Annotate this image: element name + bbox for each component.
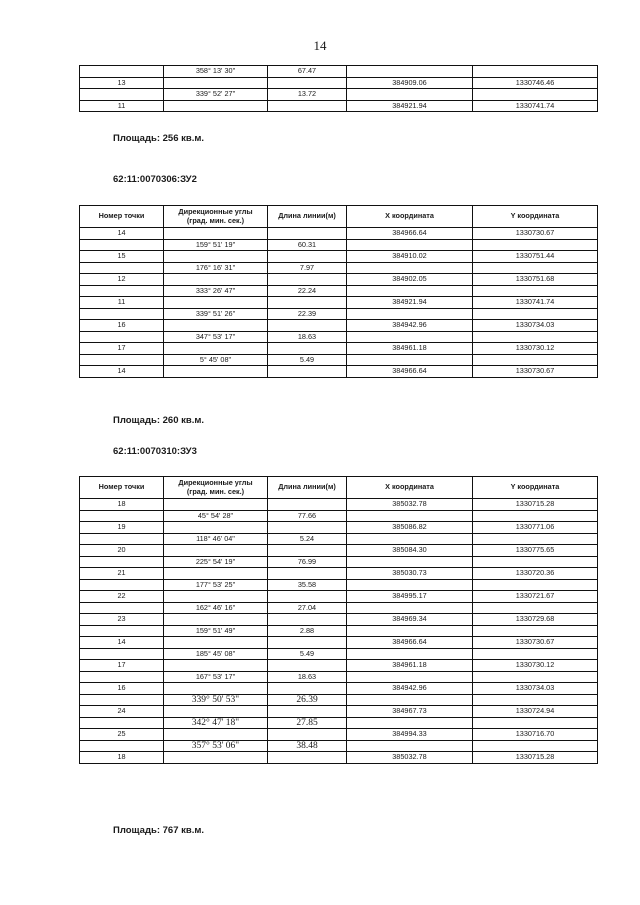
point-number-cell: 23 [80, 614, 164, 626]
empty-cell [268, 637, 347, 649]
point-row [80, 637, 598, 649]
empty-cell [80, 648, 164, 660]
empty-cell [473, 354, 598, 366]
empty-cell [164, 297, 268, 309]
y-coordinate-cell: 1330771.06 [473, 522, 598, 534]
y-coordinate-cell: 1330734.03 [473, 320, 598, 332]
point-row [80, 591, 598, 603]
segment-row [80, 239, 598, 251]
point-number-cell: 21 [80, 568, 164, 580]
empty-cell [164, 752, 268, 764]
empty-cell [164, 320, 268, 332]
segment-row [80, 89, 598, 101]
empty-cell [268, 228, 347, 240]
empty-cell [473, 556, 598, 568]
point-row [80, 228, 598, 240]
point-number-cell: 12 [80, 274, 164, 286]
empty-cell [268, 568, 347, 580]
empty-cell [164, 545, 268, 557]
segment-row [80, 671, 598, 683]
line-length-cell: 67.47 [268, 66, 347, 78]
point-number-cell: 13 [80, 77, 164, 89]
empty-cell [268, 100, 347, 112]
line-length-cell: 7.97 [268, 262, 347, 274]
point-number-cell: 14 [80, 637, 164, 649]
line-length-cell: 18.63 [268, 331, 347, 343]
empty-cell [80, 694, 164, 706]
y-coordinate-cell: 1330734.03 [473, 683, 598, 695]
point-row [80, 706, 598, 718]
point-number-cell: 24 [80, 706, 164, 718]
y-coordinate-cell: 1330724.94 [473, 706, 598, 718]
empty-cell [164, 568, 268, 580]
coordinates-table-2 [79, 205, 598, 378]
point-number-cell: 11 [80, 297, 164, 309]
point-number-cell: 17 [80, 343, 164, 355]
empty-cell [164, 729, 268, 741]
header-x: X координата [347, 206, 473, 228]
empty-cell [80, 66, 164, 78]
point-number-cell: 20 [80, 545, 164, 557]
segment-row [80, 354, 598, 366]
empty-cell [347, 579, 473, 591]
point-number-cell: 22 [80, 591, 164, 603]
line-length-cell: 27.04 [268, 602, 347, 614]
empty-cell [164, 660, 268, 672]
empty-cell [164, 683, 268, 695]
y-coordinate-cell: 1330751.44 [473, 251, 598, 263]
x-coordinate-cell: 384969.34 [347, 614, 473, 626]
x-coordinate-cell: 384995.17 [347, 591, 473, 603]
empty-cell [473, 510, 598, 522]
direction-angle-cell: 159° 51' 19" [164, 239, 268, 251]
point-row [80, 752, 598, 764]
empty-cell [80, 89, 164, 101]
line-length-cell: 60.31 [268, 239, 347, 251]
point-row [80, 729, 598, 741]
empty-cell [473, 308, 598, 320]
point-row [80, 545, 598, 557]
point-row [80, 251, 598, 263]
empty-cell [473, 625, 598, 637]
empty-cell [164, 343, 268, 355]
parcel-title-2: 62:11:0070306:ЗУ2 [113, 174, 197, 185]
direction-angle-cell: 177° 53' 25" [164, 579, 268, 591]
empty-cell [473, 262, 598, 274]
line-length-cell: 5.49 [268, 648, 347, 660]
point-number-cell: 16 [80, 683, 164, 695]
empty-cell [80, 671, 164, 683]
segment-row [80, 262, 598, 274]
header-angles: Дирекционные углы (град. мин. сек.) [164, 206, 268, 228]
empty-cell [80, 308, 164, 320]
header-angles: Дирекционные углы (град. мин. сек.) [164, 477, 268, 499]
header-x: X координата [347, 477, 473, 499]
x-coordinate-cell: 384910.02 [347, 251, 473, 263]
empty-cell [80, 239, 164, 251]
empty-cell [164, 499, 268, 511]
segment-row [80, 556, 598, 568]
coordinates-table-3 [79, 476, 598, 764]
empty-cell [347, 671, 473, 683]
empty-cell [80, 625, 164, 637]
y-coordinate-cell: 1330721.67 [473, 591, 598, 603]
point-row [80, 297, 598, 309]
direction-angle-cell: 225° 54' 19" [164, 556, 268, 568]
x-coordinate-cell: 384961.18 [347, 343, 473, 355]
direction-angle-cell: 162° 46' 16" [164, 602, 268, 614]
empty-cell [473, 331, 598, 343]
x-coordinate-cell: 384921.94 [347, 100, 473, 112]
point-row [80, 274, 598, 286]
direction-angle-cell: 185° 45' 08" [164, 648, 268, 660]
empty-cell [164, 591, 268, 603]
point-row [80, 320, 598, 332]
y-coordinate-cell: 1330720.36 [473, 568, 598, 580]
empty-cell [80, 556, 164, 568]
empty-cell [268, 660, 347, 672]
area-label-3: Площадь: 767 кв.м. [113, 825, 205, 836]
y-coordinate-cell: 1330775.65 [473, 545, 598, 557]
empty-cell [473, 89, 598, 101]
direction-angle-cell: 357° 53' 06" [164, 740, 268, 752]
direction-angle-cell: 347° 53' 17" [164, 331, 268, 343]
empty-cell [347, 625, 473, 637]
empty-cell [347, 331, 473, 343]
empty-cell [268, 274, 347, 286]
direction-angle-cell: 159° 51' 49" [164, 625, 268, 637]
page-number: 14 [313, 38, 327, 53]
empty-cell [347, 510, 473, 522]
y-coordinate-cell: 1330730.67 [473, 228, 598, 240]
empty-cell [268, 522, 347, 534]
x-coordinate-cell: 384967.73 [347, 706, 473, 718]
point-row [80, 522, 598, 534]
point-number-cell: 19 [80, 522, 164, 534]
line-length-cell: 5.49 [268, 354, 347, 366]
point-row [80, 568, 598, 580]
line-length-cell: 77.66 [268, 510, 347, 522]
line-length-cell: 26.39 [268, 694, 347, 706]
y-coordinate-cell: 1330730.67 [473, 637, 598, 649]
area-label-1: Площадь: 256 кв.м. [113, 133, 205, 144]
point-row [80, 499, 598, 511]
header-length: Длина линии(м) [268, 477, 347, 499]
segment-row [80, 648, 598, 660]
empty-cell [268, 366, 347, 378]
y-coordinate-cell: 1330730.67 [473, 366, 598, 378]
direction-angle-cell: 5° 45' 08" [164, 354, 268, 366]
empty-cell [164, 251, 268, 263]
empty-cell [268, 683, 347, 695]
empty-cell [164, 100, 268, 112]
point-number-cell: 18 [80, 499, 164, 511]
line-length-cell: 76.99 [268, 556, 347, 568]
empty-cell [164, 366, 268, 378]
point-number-cell: 25 [80, 729, 164, 741]
segment-row [80, 533, 598, 545]
direction-angle-cell: 118° 46' 04" [164, 533, 268, 545]
header-point-no: Номер точки [80, 206, 164, 228]
empty-cell [473, 602, 598, 614]
point-number-cell: 15 [80, 251, 164, 263]
empty-cell [80, 354, 164, 366]
y-coordinate-cell: 1330751.68 [473, 274, 598, 286]
segment-row [80, 694, 598, 706]
empty-cell [164, 614, 268, 626]
empty-cell [347, 602, 473, 614]
empty-cell [347, 556, 473, 568]
parcel-title-3: 62:11:0070310:ЗУ3 [113, 446, 197, 457]
empty-cell [473, 717, 598, 729]
empty-cell [347, 285, 473, 297]
y-coordinate-cell: 1330716.70 [473, 729, 598, 741]
line-length-cell: 22.39 [268, 308, 347, 320]
coordinates-table-1 [79, 65, 598, 112]
empty-cell [347, 354, 473, 366]
empty-cell [347, 648, 473, 660]
empty-cell [268, 320, 347, 332]
point-row [80, 614, 598, 626]
point-row [80, 366, 598, 378]
segment-row [80, 510, 598, 522]
empty-cell [164, 228, 268, 240]
x-coordinate-cell: 385032.78 [347, 752, 473, 764]
line-length-cell: 2.88 [268, 625, 347, 637]
x-coordinate-cell: 384966.64 [347, 637, 473, 649]
empty-cell [268, 591, 347, 603]
empty-cell [473, 66, 598, 78]
empty-cell [473, 533, 598, 545]
direction-angle-cell: 339° 51' 26" [164, 308, 268, 320]
header-point-no: Номер точки [80, 477, 164, 499]
empty-cell [164, 637, 268, 649]
table-header-row [80, 477, 598, 499]
direction-angle-cell: 342° 47' 18" [164, 717, 268, 729]
x-coordinate-cell: 384966.64 [347, 228, 473, 240]
empty-cell [268, 706, 347, 718]
segment-row [80, 602, 598, 614]
line-length-cell: 35.58 [268, 579, 347, 591]
empty-cell [473, 694, 598, 706]
x-coordinate-cell: 384961.18 [347, 660, 473, 672]
segment-row [80, 717, 598, 729]
y-coordinate-cell: 1330730.12 [473, 343, 598, 355]
direction-angle-cell: 176° 16' 31" [164, 262, 268, 274]
point-number-cell: 17 [80, 660, 164, 672]
empty-cell [80, 533, 164, 545]
area-label-2: Площадь: 260 кв.м. [113, 415, 205, 426]
empty-cell [473, 285, 598, 297]
line-length-cell: 13.72 [268, 89, 347, 101]
segment-row [80, 331, 598, 343]
y-coordinate-cell: 1330741.74 [473, 100, 598, 112]
segment-row [80, 308, 598, 320]
x-coordinate-cell: 385084.30 [347, 545, 473, 557]
empty-cell [347, 533, 473, 545]
empty-cell [347, 89, 473, 101]
point-row [80, 683, 598, 695]
empty-cell [80, 740, 164, 752]
point-number-cell: 16 [80, 320, 164, 332]
line-length-cell: 27.85 [268, 717, 347, 729]
empty-cell [473, 671, 598, 683]
direction-angle-cell: 167° 53' 17" [164, 671, 268, 683]
empty-cell [347, 740, 473, 752]
y-coordinate-cell: 1330715.28 [473, 499, 598, 511]
table-header-row [80, 206, 598, 228]
x-coordinate-cell: 385086.82 [347, 522, 473, 534]
direction-angle-cell: 339° 52' 27" [164, 89, 268, 101]
segment-row [80, 285, 598, 297]
empty-cell [268, 752, 347, 764]
empty-cell [164, 706, 268, 718]
empty-cell [164, 77, 268, 89]
header-y: Y координата [473, 206, 598, 228]
empty-cell [347, 308, 473, 320]
line-length-cell: 22.24 [268, 285, 347, 297]
empty-cell [268, 545, 347, 557]
segment-row [80, 579, 598, 591]
point-row [80, 343, 598, 355]
empty-cell [268, 729, 347, 741]
empty-cell [268, 614, 347, 626]
empty-cell [164, 522, 268, 534]
empty-cell [347, 66, 473, 78]
x-coordinate-cell: 384902.05 [347, 274, 473, 286]
line-length-cell: 38.48 [268, 740, 347, 752]
segment-row [80, 66, 598, 78]
direction-angle-cell: 45° 54' 28" [164, 510, 268, 522]
y-coordinate-cell: 1330746.46 [473, 77, 598, 89]
point-row [80, 77, 598, 89]
y-coordinate-cell: 1330730.12 [473, 660, 598, 672]
empty-cell [473, 648, 598, 660]
empty-cell [164, 274, 268, 286]
line-length-cell: 5.24 [268, 533, 347, 545]
y-coordinate-cell: 1330729.68 [473, 614, 598, 626]
direction-angle-cell: 333° 26' 47" [164, 285, 268, 297]
empty-cell [268, 499, 347, 511]
empty-cell [80, 579, 164, 591]
header-length: Длина линии(м) [268, 206, 347, 228]
x-coordinate-cell: 384921.94 [347, 297, 473, 309]
point-number-cell: 14 [80, 366, 164, 378]
x-coordinate-cell: 385032.78 [347, 499, 473, 511]
header-y: Y координата [473, 477, 598, 499]
empty-cell [80, 510, 164, 522]
empty-cell [268, 297, 347, 309]
empty-cell [473, 740, 598, 752]
y-coordinate-cell: 1330741.74 [473, 297, 598, 309]
point-number-cell: 18 [80, 752, 164, 764]
empty-cell [80, 331, 164, 343]
direction-angle-cell: 358° 13' 30" [164, 66, 268, 78]
empty-cell [80, 262, 164, 274]
empty-cell [268, 251, 347, 263]
x-coordinate-cell: 384909.06 [347, 77, 473, 89]
point-number-cell: 11 [80, 100, 164, 112]
empty-cell [268, 77, 347, 89]
direction-angle-cell: 339° 50' 53" [164, 694, 268, 706]
empty-cell [473, 579, 598, 591]
point-row [80, 100, 598, 112]
empty-cell [80, 285, 164, 297]
empty-cell [80, 602, 164, 614]
point-row [80, 660, 598, 672]
empty-cell [347, 262, 473, 274]
x-coordinate-cell: 384942.96 [347, 683, 473, 695]
point-number-cell: 14 [80, 228, 164, 240]
line-length-cell: 18.63 [268, 671, 347, 683]
x-coordinate-cell: 384994.33 [347, 729, 473, 741]
empty-cell [80, 717, 164, 729]
empty-cell [347, 717, 473, 729]
empty-cell [347, 694, 473, 706]
x-coordinate-cell: 384966.64 [347, 366, 473, 378]
empty-cell [268, 343, 347, 355]
x-coordinate-cell: 384942.96 [347, 320, 473, 332]
segment-row [80, 625, 598, 637]
y-coordinate-cell: 1330715.28 [473, 752, 598, 764]
empty-cell [473, 239, 598, 251]
empty-cell [347, 239, 473, 251]
segment-row [80, 740, 598, 752]
x-coordinate-cell: 385030.73 [347, 568, 473, 580]
